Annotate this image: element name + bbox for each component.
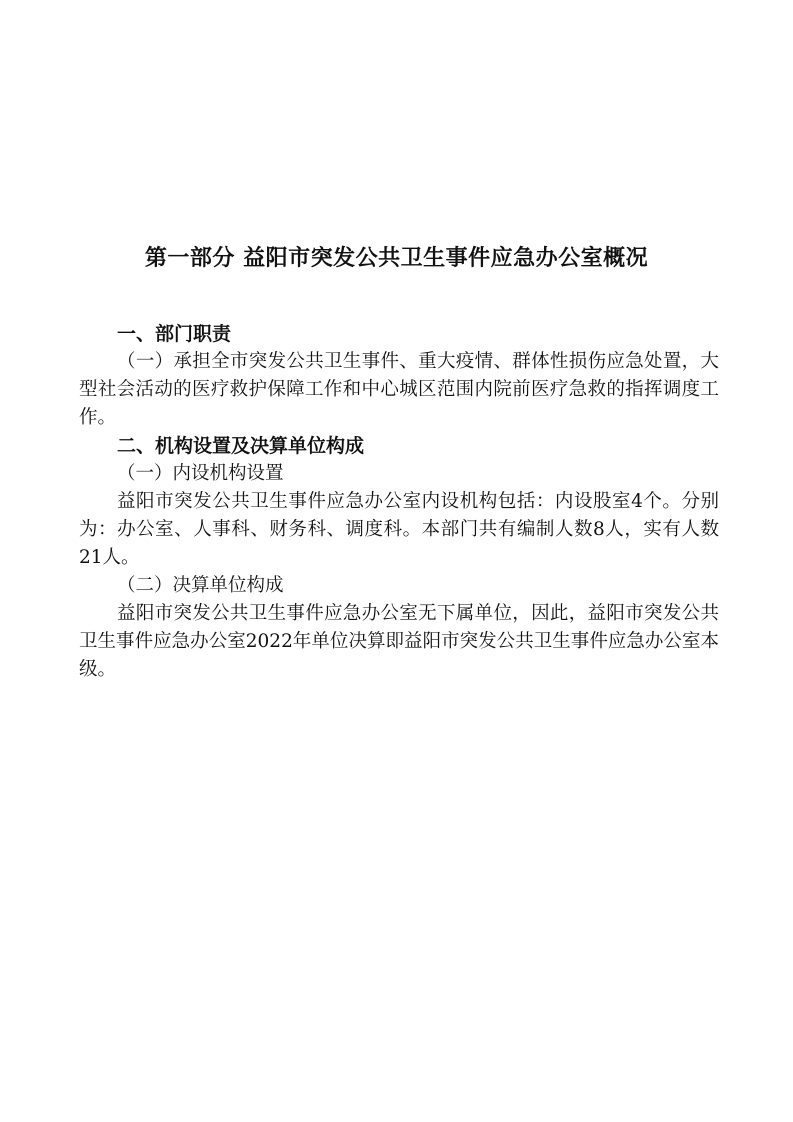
paragraph-internal-setup: 益阳市突发公共卫生事件应急办公室内设机构包括：内设股室4个。分别为：办公室、人事科、财务科、调度科。本部门共有编制人数8人，实有人数21人。 xyxy=(79,491,719,568)
paragraph-duties-1: （一）承担全市突发公共卫生事件、重大疫情、群体性损伤应急处置，大型社会活动的医疗救护保障工作和中心城区范围内院前医疗急救的指挥调度工作。 xyxy=(79,351,719,428)
paragraph-internal-setup-label: （一）内设机构设置 xyxy=(117,463,284,484)
section-heading-duties: 一、部门职责 xyxy=(117,323,232,345)
paragraph-units: 益阳市突发公共卫生事件应急办公室无下属单位，因此，益阳市突发公共卫生事件应急办公室2022年单位决算即益阳市突发公共卫生事件应急办公室本级。 xyxy=(79,603,719,680)
section-heading-structure: 二、机构设置及决算单位构成 xyxy=(117,435,365,457)
page-title: 第一部分 益阳市突发公共卫生事件应急办公室概况 xyxy=(144,246,649,271)
document-body xyxy=(79,320,719,684)
paragraph-units-label: （二）决算单位构成 xyxy=(117,575,284,596)
